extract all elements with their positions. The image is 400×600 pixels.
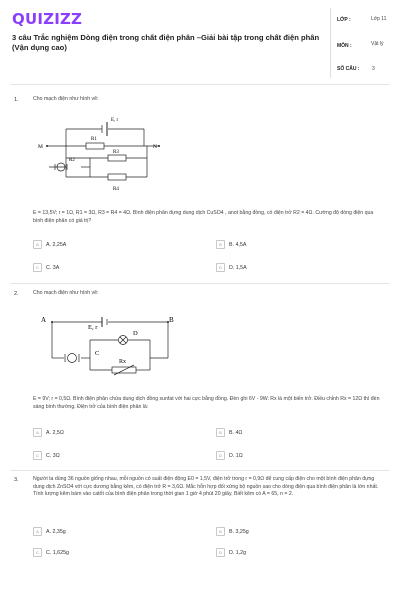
node-c-label: C — [95, 350, 100, 357]
option-text: A. 2,5Ω — [46, 429, 64, 436]
option-letter-box: B — [216, 240, 225, 249]
option-d[interactable] — [216, 548, 246, 557]
source-label: E, r — [88, 324, 98, 331]
option-text: A. 2,35g — [46, 528, 66, 535]
question-text: Người ta dùng 36 nguồn giống nhau, mỗi nguồn có suất điện động E0 = 1,5V, điện trở trong r = 0,9Ω để cung cấp điện cho một bình điện phân đựng dung dịch ZnSO4 với cực dương bằng kẽm, có điện trở R = 3,6Ω. Mắc hỗn hợp đối xứng bộ nguồn sao cho dòng điện qua bình điện phân là lớn nhất. Tính lượng kẽm bám vào catốt của bình điện phân trong thời gian 1 giờ 4 phút 20 giây. Biết kẽm có A = 65, n = 2. — [33, 476, 379, 498]
source-label: E, r — [111, 118, 119, 123]
option-letter-box: C — [33, 451, 42, 460]
option-letter-box: D — [216, 451, 225, 460]
option-b[interactable] — [216, 240, 246, 249]
quizizz-logo — [12, 10, 82, 28]
option-c[interactable] — [33, 548, 69, 557]
count-label: SỐ CÂU : — [337, 66, 360, 72]
question-number: 3. — [14, 477, 19, 483]
option-a[interactable] — [33, 527, 66, 536]
question-prompt: Cho mạch điện như hình vẽ: — [33, 290, 99, 296]
option-letter-box: A — [33, 428, 42, 437]
r3-label: R3 — [113, 150, 119, 155]
page-title: 3 câu Trắc nghiệm Dòng điện trong chất điện phân –Giải bài tập trong chất điện phân (Vận dụng cao) — [12, 33, 320, 52]
question-text: E = 9V; r = 0,5Ω. Bình điện phân chứa dung dịch đồng sunfat với hai cực bằng đồng. Đèn ghi 6V - 9W. Rx là một biến trở. Điều chỉnh Rx = 12Ω thì đèn sáng bình thường. Điện trở của bình điện phân là: — [33, 396, 380, 410]
option-d[interactable] — [216, 451, 243, 460]
node-b-label: B — [169, 316, 174, 324]
option-b[interactable] — [216, 527, 249, 536]
option-letter-box: D — [216, 548, 225, 557]
option-letter-box: C — [33, 263, 42, 272]
option-text: C. 3Ω — [46, 452, 60, 459]
option-text: D. 1,5A — [229, 264, 247, 271]
subject-label: MÔN : — [337, 43, 352, 49]
node-m-label: M — [38, 144, 43, 150]
question-prompt: Cho mạch điện như hình vẽ: — [33, 96, 99, 102]
option-letter-box: A — [33, 240, 42, 249]
option-letter-box: B — [216, 527, 225, 536]
option-text: C. 1,625g — [46, 549, 69, 556]
option-c[interactable] — [33, 451, 60, 460]
subject-value: Vật lý — [371, 41, 384, 47]
option-b[interactable] — [216, 428, 242, 437]
option-text: D. 1,2g — [229, 549, 247, 556]
question-text: E = 13,5V; r = 1Ω, R1 = 3Ω, R3 = R4 = 4Ω. Bình điện phân đựng dung dịch CuSO4 , anot bằng đồng, có điện trở R2 = 4Ω. Cường độ dòng điện qua bình điện phân có giá trị? — [33, 210, 374, 224]
option-text: B. 4Ω — [229, 429, 243, 436]
r4-label: R4 — [113, 187, 119, 192]
logo-text-rest: UIZIZZ — [24, 10, 83, 28]
circuit-diagram-2 — [38, 308, 188, 384]
option-text: B. 4,5A — [229, 241, 247, 248]
rx-label: Rx — [119, 359, 127, 365]
option-c[interactable] — [33, 263, 59, 272]
header-divider — [330, 8, 331, 78]
count-value: 3 — [372, 66, 375, 72]
r1-label: R1 — [91, 137, 97, 142]
option-letter-box: D — [216, 263, 225, 272]
class-value: Lớp 11 — [371, 16, 387, 22]
option-letter-box: A — [33, 527, 42, 536]
circuit-diagram-1 — [35, 115, 170, 203]
option-text: B. 3,25g — [229, 528, 249, 535]
option-d[interactable] — [216, 263, 247, 272]
class-label: LỚP : — [337, 17, 351, 23]
option-text: C. 3A — [46, 264, 60, 271]
option-text: D. 1Ω — [229, 452, 243, 459]
option-a[interactable] — [33, 240, 66, 249]
r2-label: R2 — [69, 158, 75, 163]
question-separator — [10, 470, 390, 471]
option-a[interactable] — [33, 428, 64, 437]
node-a-label: A — [41, 316, 47, 324]
option-letter-box: C — [33, 548, 42, 557]
header-separator — [10, 84, 390, 85]
logo-text: Q — [12, 10, 25, 28]
question-number: 1. — [14, 97, 19, 103]
node-n-label: N — [153, 144, 157, 150]
node-d-label: D — [133, 330, 138, 337]
question-number: 2. — [14, 291, 19, 297]
option-letter-box: B — [216, 428, 225, 437]
option-text: A. 2,25A — [46, 241, 67, 248]
question-separator — [10, 283, 390, 284]
